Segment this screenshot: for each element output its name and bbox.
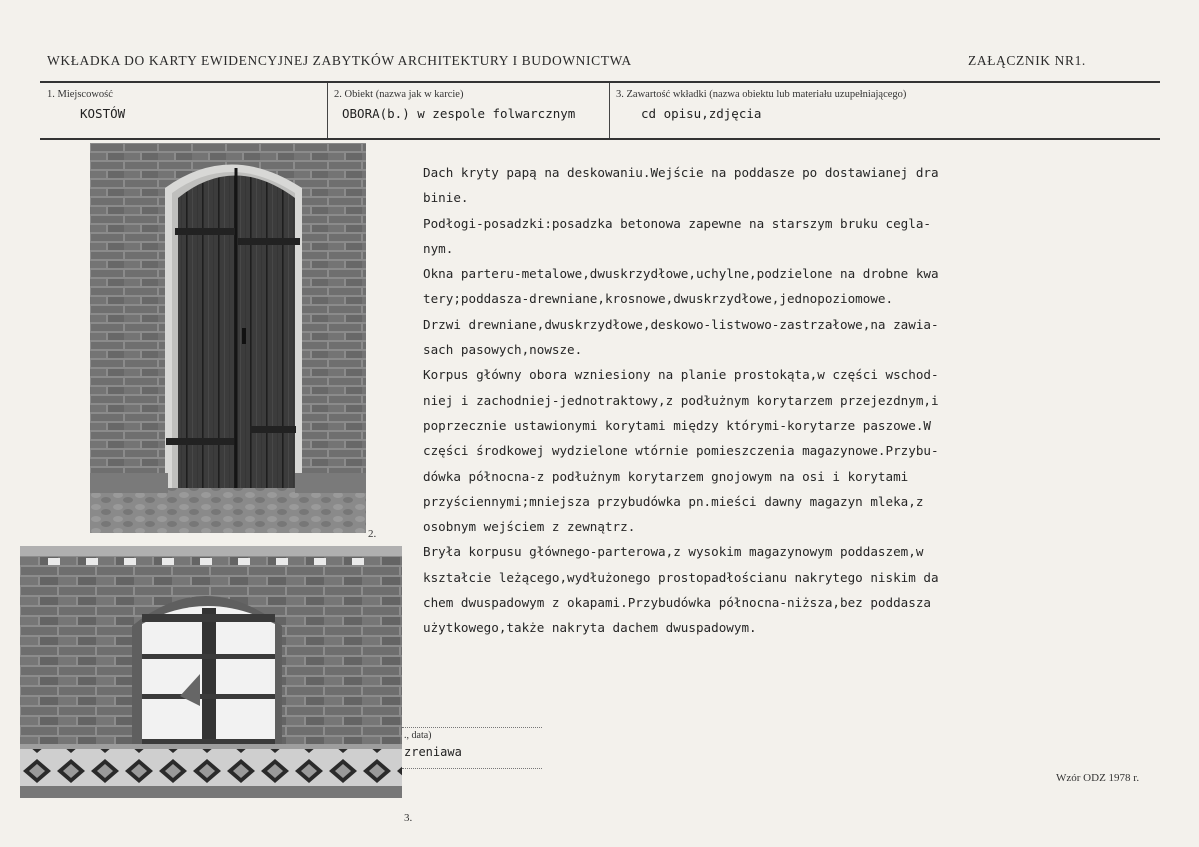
form-template-label: Wzór ODZ 1978 r.	[1056, 772, 1140, 784]
description-line: dówka północna-z podłużnym korytarzem gnojowym na osi i korytami	[423, 468, 909, 484]
description-line: Bryła korpusu głównego-parterowa,z wysokim magazynowym poddaszem,w	[423, 544, 924, 560]
field-value-locality: KOSTÓW	[80, 106, 126, 121]
description-line: tery;poddasza-drewniane,krosnowe,dwuskrzydłowe,jednopoziomowe.	[423, 291, 894, 307]
description-line: Dach kryty papą na deskowaniu.Wejście na poddasze po dostawianej dra	[423, 165, 939, 180]
description-line: sach pasowych,nowsze.	[423, 342, 583, 358]
description-line: Korpus główny obora wzniesiony na planie prostokąta,w części wschod-	[423, 367, 939, 383]
header-rule-bottom	[40, 138, 1160, 140]
description-line: binie.	[423, 190, 469, 206]
description-line: poprzecznie ustawionymi korytami między którymi-korytarze paszowe.W	[423, 417, 931, 433]
door-illustration	[90, 143, 366, 533]
description-line: osobnym wejściem z zewnątrz.	[423, 519, 636, 535]
signature-dotline-top	[402, 727, 542, 728]
window-illustration	[20, 546, 402, 798]
field-label-object: 2. Obiekt (nazwa jak w karcie)	[334, 89, 464, 100]
description-text	[423, 160, 1123, 641]
field-value-object: OBORA(b.) w zespole folwarcznym	[342, 106, 576, 121]
header-rule-top	[40, 81, 1160, 83]
description-line: niej i zachodniej-jednotraktowy,z podłużnym korytarzem przejezdnym,i	[423, 392, 939, 408]
description-line: części środkowej wydzielone wtórnie pomieszczenia magazynowe.Przybu-	[423, 443, 939, 459]
field-divider-2	[609, 83, 610, 139]
photo-number-3: 3.	[404, 812, 413, 824]
signature-value: zreniawa	[404, 745, 462, 759]
photo-door	[90, 143, 366, 533]
annex-number: ZAŁĄCZNIK NR1.	[968, 53, 1086, 68]
description-line: użytkowego,także nakryta dachem dwuspadowym.	[423, 620, 757, 636]
description-line: przyściennymi;mniejsza przybudówka pn.mieści dawny magazyn mleka,z	[423, 493, 924, 509]
signature-label: ., data)	[404, 730, 432, 741]
description-line: nym.	[423, 240, 454, 256]
photo-window	[20, 546, 402, 798]
description-line: Okna parteru-metalowe,dwuskrzydłowe,uchylne,podzielone na drobne kwa	[423, 266, 939, 282]
field-value-contents: cd opisu,zdjęcia	[641, 106, 762, 121]
photo-number-2: 2.	[368, 528, 377, 540]
description-line: Podłogi-posadzki:posadzka betonowa zapewne na starszym bruku cegla-	[423, 215, 931, 231]
description-line: kształcie leżącego,wydłużonego prostopadłościanu nakrytego niskim da	[423, 569, 939, 585]
field-label-contents: 3. Zawartość wkładki (nazwa obiektu lub materiału uzupełniającego)	[616, 89, 907, 100]
field-divider-1	[327, 83, 328, 139]
field-label-locality: 1. Miejscowość	[47, 89, 113, 100]
description-line: chem dwuspadowym z okapami.Przybudówka północna-niższa,bez poddasza	[423, 595, 931, 611]
form-title: WKŁADKA DO KARTY EWIDENCYJNEJ ZABYTKÓW ARCHITEKTURY I BUDOWNICTWA	[47, 53, 632, 68]
signature-dotline-bottom	[402, 768, 542, 769]
description-line: Drzwi drewniane,dwuskrzydłowe,deskowo-listwowo-zastrzałowe,na zawia-	[423, 316, 939, 332]
